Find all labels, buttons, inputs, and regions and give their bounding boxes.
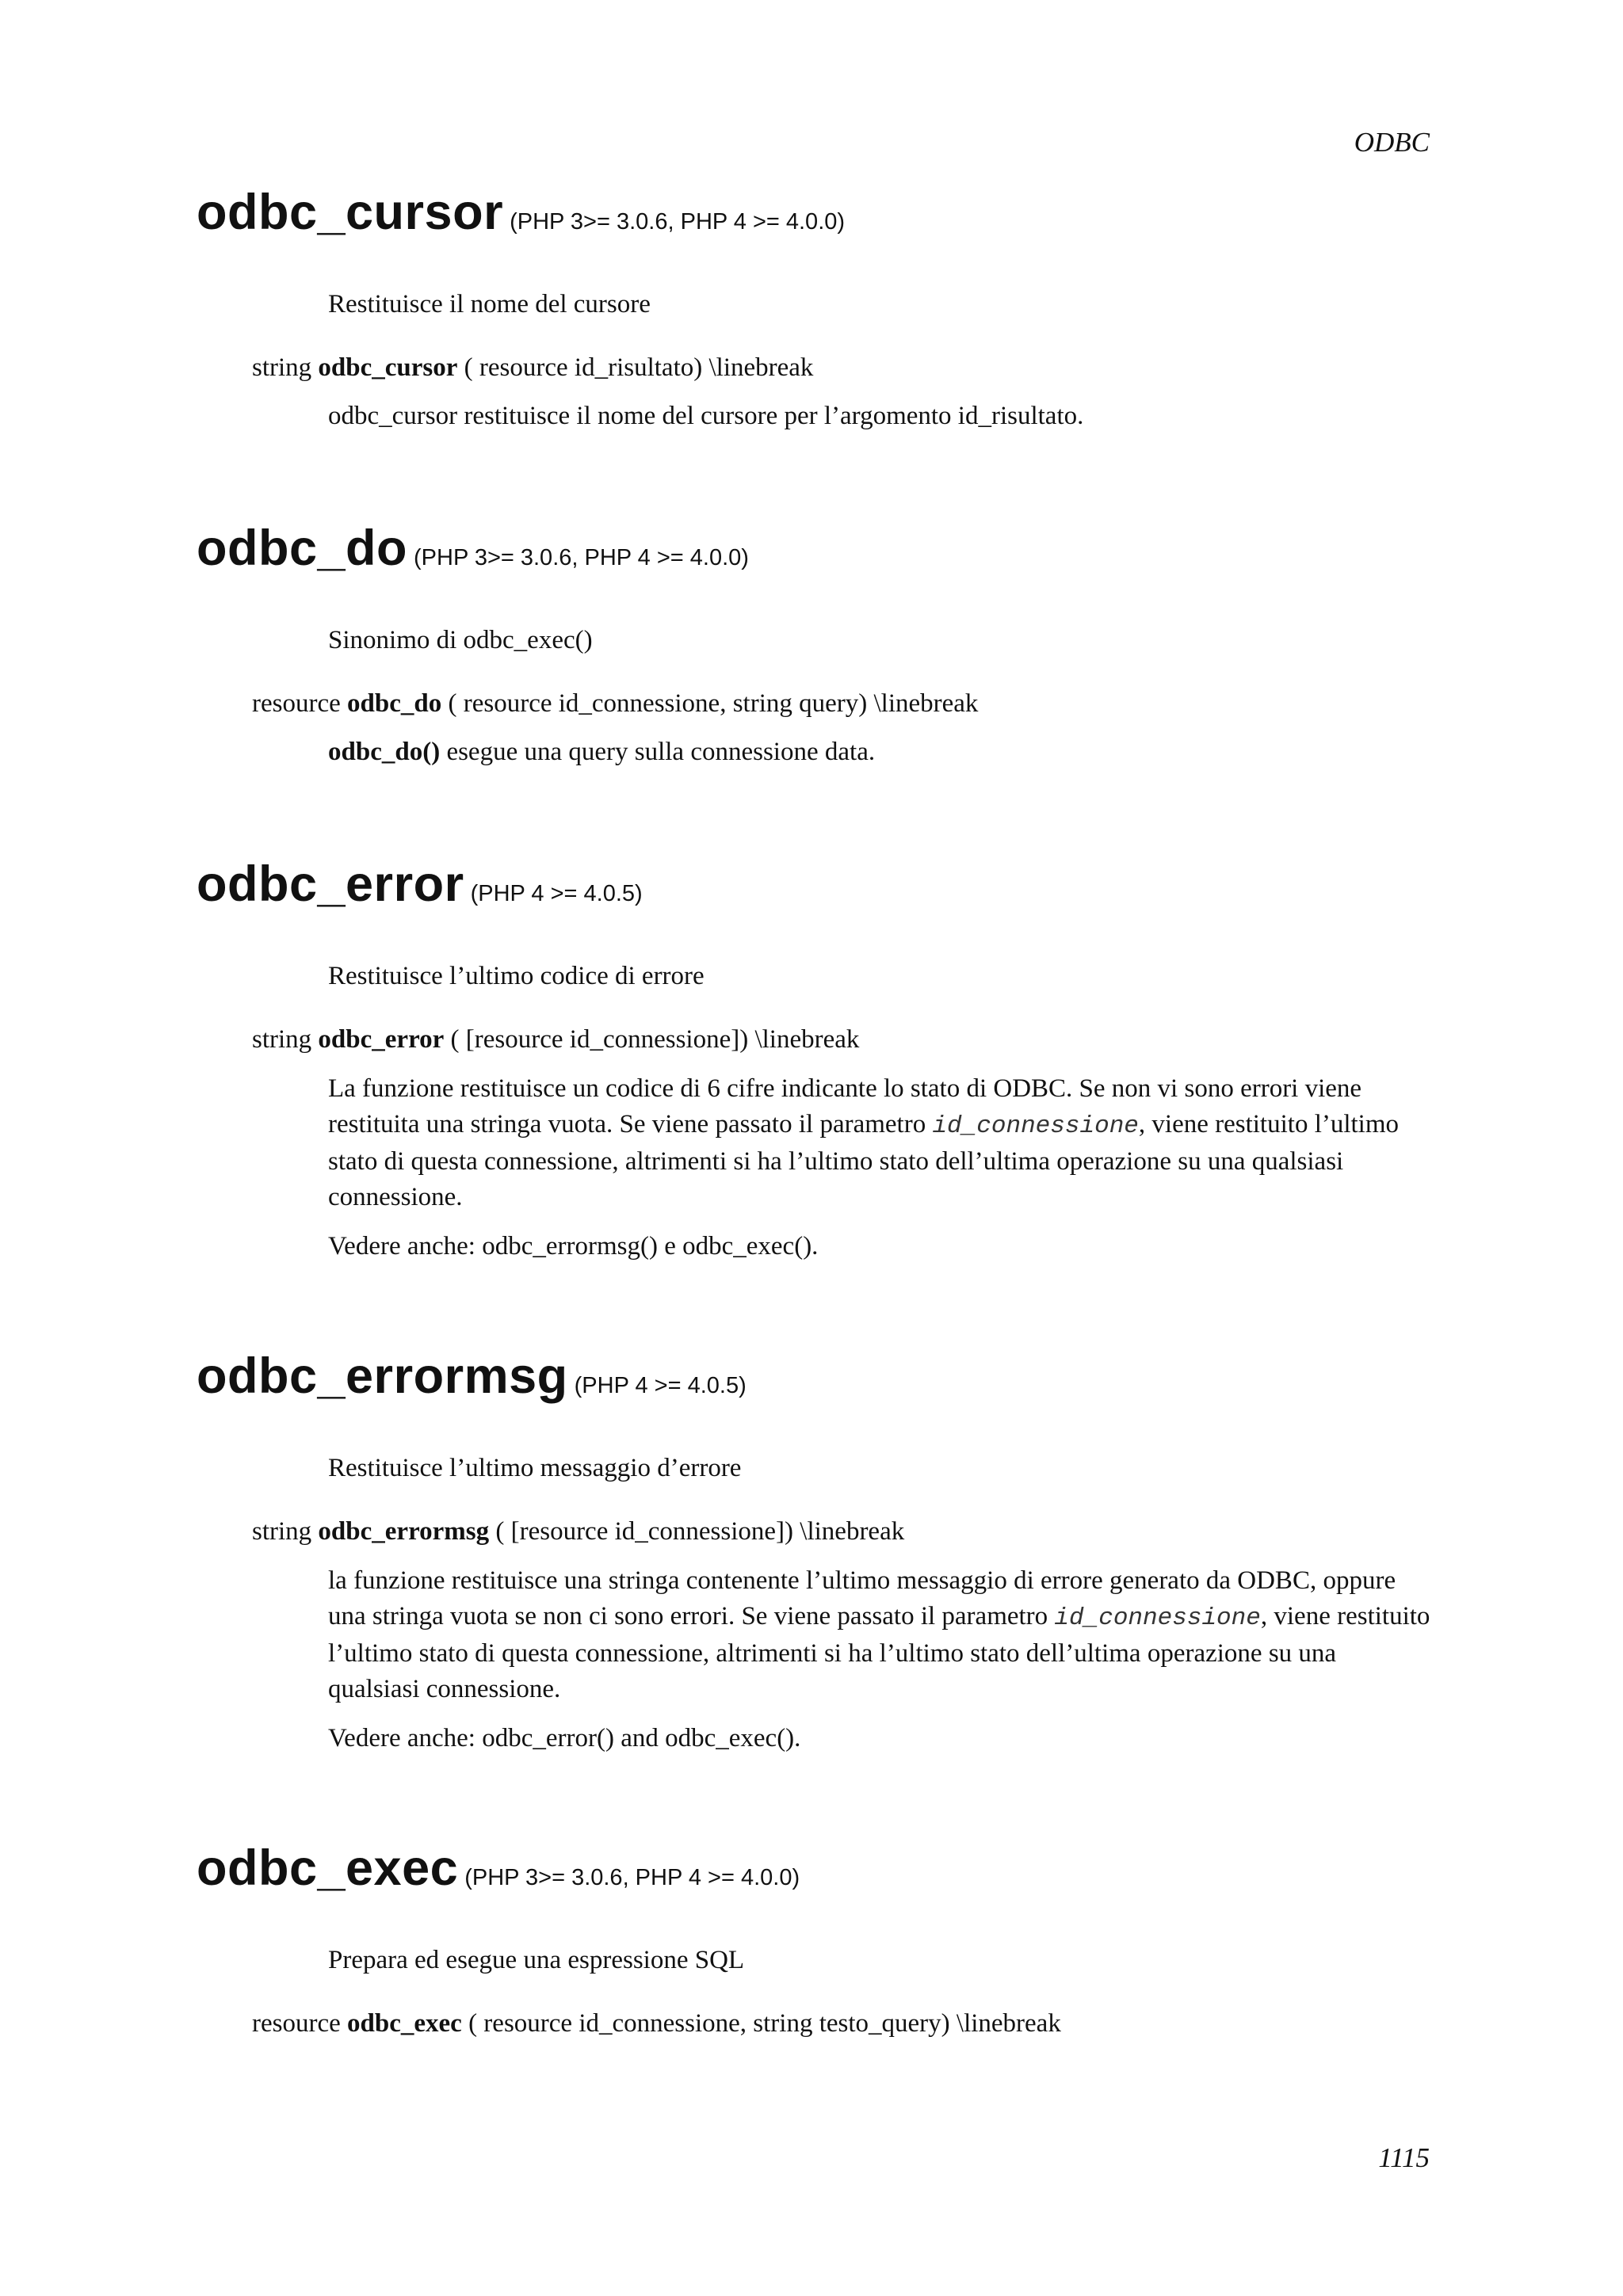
page-number: 1115 [1378,2142,1430,2173]
description-text: esegue una query sulla connessione data. [446,738,876,766]
synopsis-args: ( resource id_connessione, string testo_query) \linebreak [468,2009,1061,2038]
function-purpose: Restituisce l’ultimo messaggio d’errore [328,1454,742,1482]
function-synopsis [252,1517,904,1547]
entry-heading [197,520,749,577]
synopsis-function-name: odbc_error [318,1025,445,1054]
function-description [328,1563,1433,1770]
entry-heading [197,856,643,913]
description-text: , viene restituito l’ultimo stato di questa connessione, altrimenti si ha l’ultimo stato dell’ultima operazione su una qualsiasi connessione. [328,1110,1400,1211]
return-type: resource [252,2009,341,2038]
php-versions: (PHP 3>= 3.0.6, PHP 4 >= 4.0.0) [510,209,846,235]
parameter-name: id_connessione [932,1112,1139,1140]
synopsis-function-name: odbc_cursor [318,353,458,382]
function-purpose: Restituisce il nome del cursore [328,290,651,318]
function-synopsis [252,353,813,383]
description-paragraph: odbc_cursor restituisce il nome del cursore per l’argomento id_risultato. [328,402,1084,430]
php-versions: (PHP 3>= 3.0.6, PHP 4 >= 4.0.0) [464,1865,800,1890]
synopsis-function-name: odbc_do [347,689,442,718]
entry-heading [197,184,845,241]
see-also: Vedere anche: odbc_error() and odbc_exec(). [328,1724,801,1753]
return-type: string [252,353,312,382]
function-synopsis [252,1025,859,1055]
function-description [328,1071,1433,1278]
return-type: string [252,1517,312,1546]
function-synopsis [252,2009,1061,2039]
synopsis-function-name: odbc_errormsg [318,1517,490,1546]
synopsis-function-name: odbc_exec [347,2009,462,2038]
description-text: la funzione restituisce una stringa contenente l’ultimo messaggio di errore generato da ODBC, oppure una stringa vuota se non ci sono errori. Se viene passato il parametro [328,1566,1396,1630]
description-text: , viene restituito l’ultimo stato di questa connessione, altrimenti si ha l’ultimo stato dell’ultima operazione su una qualsiasi connessione. [328,1602,1430,1703]
function-purpose: Sinonimo di odbc_exec() [328,626,593,654]
function-synopsis [252,689,978,719]
see-also: Vedere anche: odbc_errormsg() e odbc_exec(). [328,1232,819,1261]
entry-heading [197,1348,747,1405]
function-purpose: Restituisce l’ultimo codice di errore [328,962,705,990]
parameter-name: id_connessione [1054,1604,1261,1632]
function-name: odbc_do [197,521,407,576]
running-header: ODBC [1354,127,1430,158]
function-purpose: Prepara ed esegue una espressione SQL [328,1946,745,1974]
description-paragraph [328,1071,1433,1215]
function-description [328,399,1433,448]
php-versions: (PHP 3>= 3.0.6, PHP 4 >= 4.0.0) [414,545,749,570]
php-versions: (PHP 4 >= 4.0.5) [470,881,643,906]
description-paragraph [328,1563,1433,1707]
description-paragraph [328,734,1433,770]
php-versions: (PHP 4 >= 4.0.5) [574,1373,747,1398]
function-name: odbc_errormsg [197,1348,568,1404]
synopsis-args: ( [resource id_connessione]) \linebreak [450,1025,860,1054]
synopsis-args: ( [resource id_connessione]) \linebreak [495,1517,905,1546]
synopsis-args: ( resource id_risultato) \linebreak [464,353,814,382]
description-text: La funzione restituisce un codice di 6 cifre indicante lo stato di ODBC. Se non vi sono errori viene restituita una stringa vuota. Se viene passato il parametro [328,1074,1362,1138]
entry-heading [197,1840,800,1897]
return-type: string [252,1025,312,1054]
function-name: odbc_error [197,856,464,912]
function-name: odbc_exec [197,1840,459,1896]
function-name: odbc_cursor [197,185,504,240]
synopsis-args: ( resource id_connessione, string query) \linebreak [448,689,979,718]
return-type: resource [252,689,341,718]
function-reference: odbc_do() [328,738,441,766]
function-description [328,734,1433,784]
